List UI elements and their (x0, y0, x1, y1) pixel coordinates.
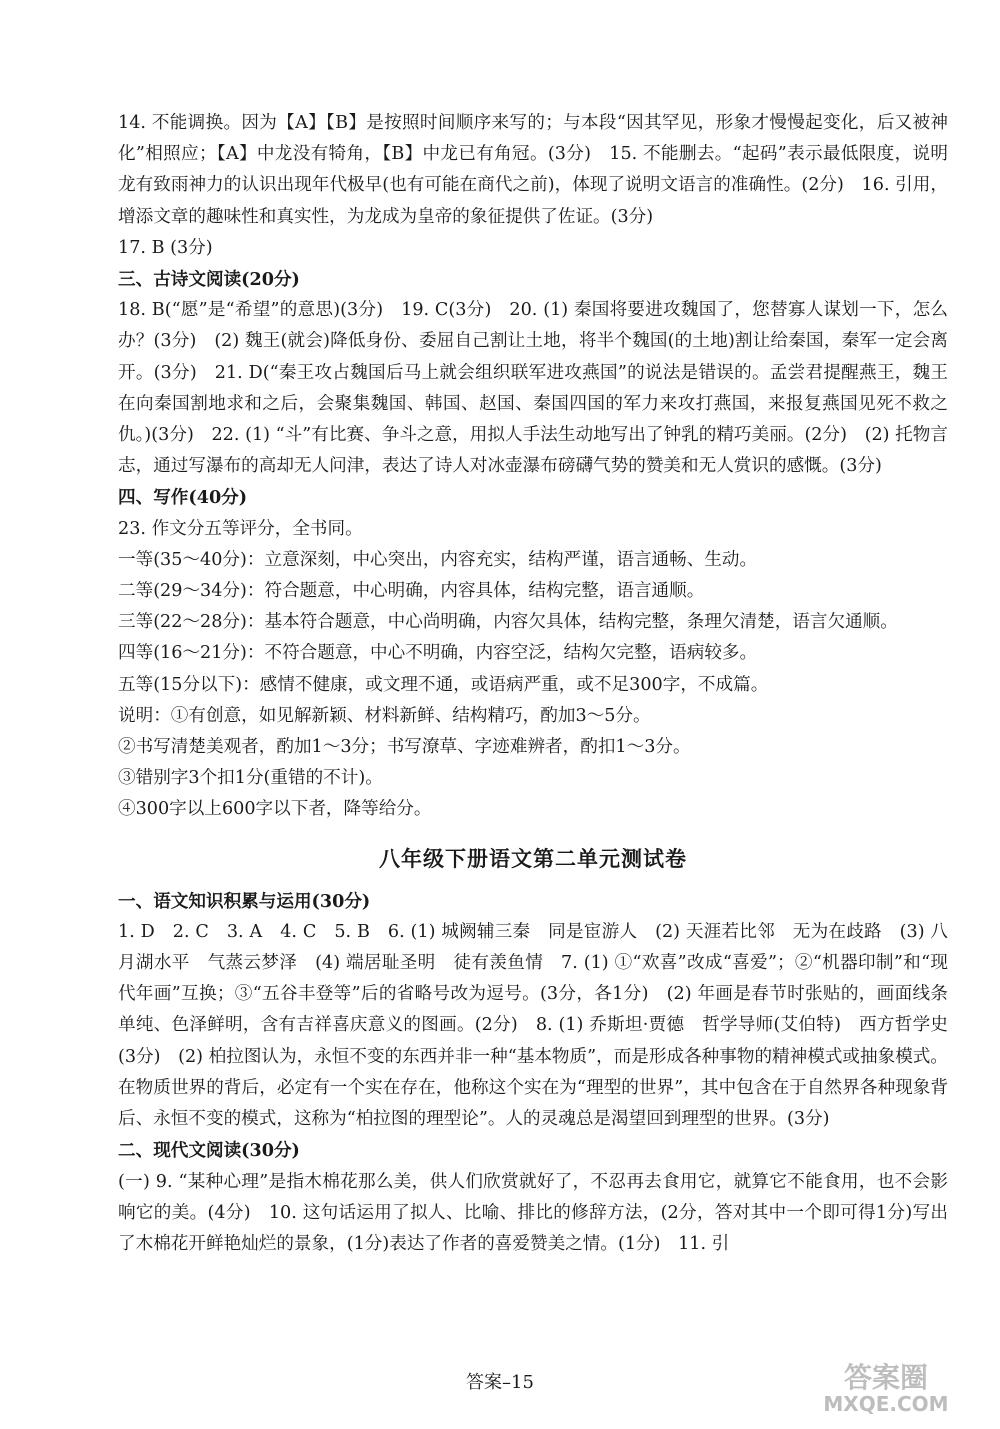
section-heading-knowledge: 一、语文知识积累与运用(30分) (118, 890, 371, 912)
grading-line: 四等(16～21分)：不符合题意，中心不明确，内容空泛，结构欠完整，语病较多。 (118, 643, 758, 664)
answer-paragraph: 1. D 2. C 3. A 4. C 5. B 6. (1) 城阙辅三秦 同是宦游人 (2) 天涯若比邻 无为在歧路 (3) 八月湖水平 气蒸云梦泽 (4) 端居耻圣明 徒有羡鱼情 7. (1) ①“欢喜”改成“喜爱”；②“机器印制”和“现代年画”互换；③“五谷丰登等”后的省略号改为逗号。(3分，各1分) (2) 年画是春节时张贴的，画面线条单纯、色泽鲜明，含有吉祥喜庆意义的图画。(2分) 8. (1) 乔斯坦·贾德 哲学导师(艾伯特) 西方哲学史(3分) (2) 柏拉图认为，永恒不变的东西并非一种“基本物质”，而是形成各种事物的精神模式或抽象模式。在物质世界的背后，必定有一个实在存在，他称这个实在为“理型的世界”，其中包含在于自然界各种现象背后、永恒不变的模式，这称为“柏拉图的理型论”。人的灵魂总是渴望回到理型的世界。(3分) (118, 921, 948, 1130)
answer-paragraph: 14. 不能调换。因为【A】【B】是按照时间顺序来写的；与本段“因其罕见，形象才慢慢起变化，后又被神化”相照应；【A】中龙没有犄角，【B】中龙已有角冠。(3分) 15. 不能删去。“起码”表示最低限度，说明龙有致雨神力的认识出现年代极早(也有可能在商代之前)，体现了说明文语言的准确性。(2分) 16. 引用，增添文章的趣味性和真实性，为龙成为皇帝的象征提供了佐证。(3分) (118, 113, 948, 227)
grading-line: ④300字以上600字以下者，降等给分。 (118, 799, 432, 820)
page-number: 答案–15 (466, 1372, 534, 1393)
watermark-url-text: MXQE.COM (823, 1392, 949, 1416)
grading-line: 23. 作文分五等评分，全书同。 (118, 518, 363, 539)
watermark-cn-text: 答案圈 (843, 1361, 929, 1394)
section-heading-writing: 四、写作(40分) (118, 487, 248, 509)
answer-page (118, 108, 948, 1260)
unit-test-title: 八年级下册语文第二单元测试卷 (379, 845, 687, 871)
grading-line: 一等(35～40分)：立意深刻，中心突出，内容充实，结构严谨，语言通畅、生动。 (118, 549, 758, 570)
answer-paragraph: (一) 9. “某种心理”是指木棉花那么美，供人们欣赏就好了，不忍再去食用它，就算它不能食用，也不会影响它的美。(4分) 10. 这句话运用了拟人、比喻、排比的修辞方法，(2分，答对其中一个即可得1分)写出了木棉花开鲜艳灿烂的景象，(1分)表达了作者的喜爱赞美之情。(1分) 11. 引 (118, 1171, 948, 1254)
grading-line: ③错别字3个扣1分(重错的不计)。 (118, 768, 383, 789)
section-heading-modern-reading: 二、现代文阅读(30分) (118, 1140, 300, 1162)
grading-line: 三等(22～28分)：基本符合题意，中心尚明确，内容欠具体，结构完整，条理欠清楚，语言欠通顺。 (118, 612, 898, 633)
answer-line: 17. B (3分) (118, 237, 213, 258)
grading-line: ②书写清楚美观者，酌加1～3分；书写潦草、字迹难辨者，酌扣1～3分。 (118, 737, 691, 758)
watermark-logo (786, 1357, 986, 1417)
answer-paragraph: 18. B(“愿”是“希望”的意思)(3分) 19. C(3分) 20. (1) 秦国将要进攻魏国了，您替寡人谋划一下，怎么办？(3分) (2) 魏王(就会)降低身份、委屈自己割让土地，将半个魏国(的土地)割让给秦国，秦军一定会离开。(3分) 21. D(“秦王攻占魏国后马上就会组织联军进攻燕国”的说法是错误的。孟尝君提醒燕王，魏王在向秦国割地求和之后，会聚集魏国、韩国、赵国、秦国四国的军力来攻打燕国，来报复燕国见死不救之仇。)(3分) 22. (1) “斗”有比赛、争斗之意，用拟人手法生动地写出了钟乳的精巧美丽。(2分) (2) 托物言志，通过写瀑布的高却无人问津，表达了诗人对冰壶瀑布磅礴气势的赞美和无人赏识的感慨。(3分) (118, 300, 948, 477)
grading-line: 五等(15分以下)：感情不健康，或文理不通，或语病严重，或不足300字，不成篇。 (118, 674, 769, 695)
grading-line: 说明：①有创意，如见解新颖、材料新鲜、结构精巧，酌加3～5分。 (118, 705, 651, 726)
section-heading-ancient-poetry: 三、古诗文阅读(20分) (118, 269, 300, 291)
grading-line: 二等(29～34分)：符合题意，中心明确，内容具体，结构完整，语言通顺。 (118, 581, 705, 602)
